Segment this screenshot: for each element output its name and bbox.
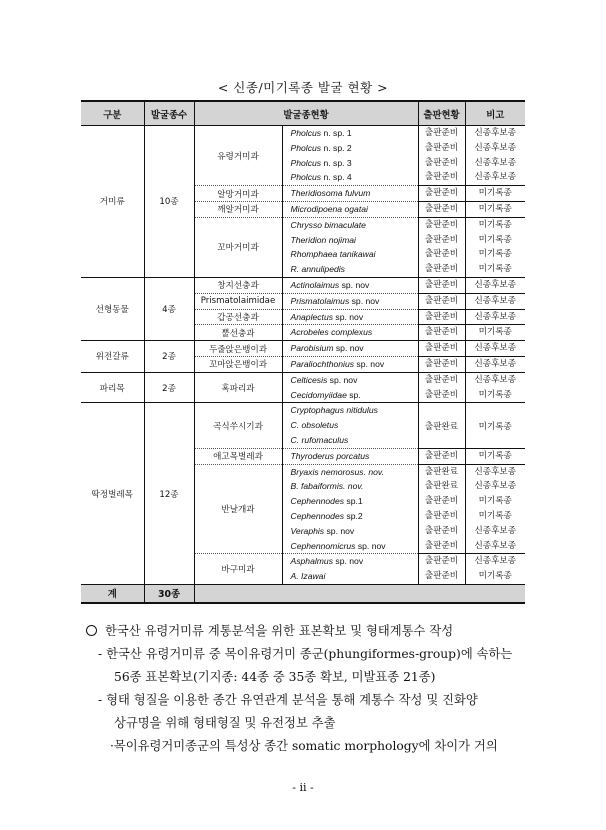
- publication-status: [418, 356, 465, 372]
- status-line: 출판준비: [424, 219, 459, 230]
- species-name: [283, 186, 418, 201]
- family-name: 꼬마앉은뱅이과: [194, 356, 282, 372]
- family-name: 곡식쑤시기과: [194, 403, 282, 448]
- note: [465, 293, 525, 309]
- species-name: [283, 341, 418, 356]
- species-genus: Cryptophagus nitidulus: [290, 405, 378, 416]
- note-line: 미기록종: [478, 450, 512, 461]
- species-genus: Parobisium: [290, 343, 334, 354]
- note-line: 신종후보종: [474, 374, 517, 385]
- note-line: 미기록종: [478, 188, 512, 199]
- table-caption: < 신종/미기록종 발굴 현황 >: [217, 80, 389, 95]
- species-suffix: n. sp. 1: [321, 128, 352, 138]
- note-line: 신종후보종: [474, 540, 517, 551]
- status-line: 출판준비: [424, 571, 459, 582]
- publication-status: 출판완료: [418, 403, 465, 448]
- species-name: [283, 465, 418, 480]
- family-name: 바구미과: [194, 554, 282, 585]
- species-name: [283, 170, 418, 185]
- total-label: 계: [81, 584, 144, 603]
- note-line: 미기록종: [478, 389, 512, 400]
- publication-status: [418, 126, 465, 186]
- species-list: [282, 403, 418, 448]
- status-line: 출판준비: [424, 249, 459, 260]
- species-suffix: sp.: [346, 389, 361, 400]
- note: [465, 554, 525, 585]
- species-list: [282, 341, 418, 357]
- species-name: [283, 373, 418, 388]
- status-line: 출판준비: [424, 295, 459, 306]
- species-suffix: sp. nov: [327, 374, 358, 385]
- species-genus: Anaplectus: [290, 311, 334, 322]
- publication-status: [418, 372, 465, 403]
- note-line: 신종후보종: [474, 172, 517, 183]
- status-line: 출판준비: [424, 188, 459, 199]
- note: [465, 464, 525, 554]
- total-empty: [194, 584, 525, 603]
- status-line: 출판준비: [424, 496, 459, 507]
- species-genus: A. Izawai: [290, 571, 326, 582]
- status-line: 출판준비: [424, 327, 459, 338]
- table-row: [81, 403, 525, 448]
- status-line: 출판준비: [424, 203, 459, 214]
- table-row: [81, 277, 525, 293]
- note-line: 신종후보종: [474, 142, 517, 153]
- status-line: 출판준비: [424, 525, 459, 536]
- species-list: [282, 448, 418, 464]
- species-genus: Acrobeles complexus: [290, 327, 373, 338]
- group-name: 거미류: [81, 126, 144, 278]
- note: [465, 277, 525, 293]
- publication-status: [418, 464, 465, 554]
- status-line: 출판준비: [424, 264, 459, 275]
- note-line: 미기록종: [478, 327, 512, 338]
- species-list: [282, 186, 418, 202]
- note-line: 미기록종: [478, 203, 512, 214]
- table-row: [81, 372, 525, 403]
- publication-status: [418, 341, 465, 357]
- species-genus: Cephennomicrus: [290, 540, 356, 551]
- status-line: 출판준비: [424, 374, 459, 385]
- total-count: 30종: [144, 584, 194, 603]
- family-name: 애고목벌레과: [194, 448, 282, 464]
- species-suffix: sp. nov: [324, 525, 355, 536]
- species-suffix: sp. nov: [349, 295, 380, 306]
- family-name: Prismatolaimidae: [194, 293, 282, 309]
- header-count: 발굴종수: [144, 101, 194, 126]
- species-suffix: sp.2: [344, 510, 363, 521]
- note: [465, 341, 525, 357]
- paragraph: 상규명을 위해 형태형질 및 유전정보 추출: [114, 716, 336, 730]
- species-list: [282, 372, 418, 403]
- species-genus: Bryaxis nemorosus. nov.: [290, 466, 384, 477]
- species-list: [282, 293, 418, 309]
- status-line: 출판준비: [424, 450, 459, 461]
- species-list: [282, 217, 418, 277]
- note: [465, 356, 525, 372]
- family-name: 뿔선충과: [194, 325, 282, 341]
- species-name: [283, 509, 418, 524]
- species-name: [283, 554, 418, 569]
- family-name: 꼬마거미과: [194, 217, 282, 277]
- species-name: [283, 539, 418, 554]
- species-name: [283, 357, 418, 372]
- status-line: 출판완료: [424, 481, 459, 492]
- note: [465, 448, 525, 464]
- note: [465, 325, 525, 341]
- species-suffix: sp.1: [344, 496, 363, 507]
- status-line: 출판준비: [424, 157, 459, 168]
- status-line: 출판준비: [424, 556, 459, 567]
- note-line: 미기록종: [478, 264, 512, 275]
- publication-status: [418, 217, 465, 277]
- circle-bullet-icon: [86, 625, 97, 636]
- species-name: [283, 418, 418, 433]
- species-suffix: n. sp. 4: [321, 172, 352, 183]
- species-genus: C. obsoletus: [290, 420, 339, 431]
- species-genus: Asphalmus: [290, 556, 334, 567]
- species-name: [283, 247, 418, 262]
- species-genus: Chrysso bimaculate: [290, 219, 366, 230]
- status-line: 출판준비: [424, 279, 459, 290]
- species-suffix: sp. nov: [333, 556, 364, 567]
- header-category: 구분: [81, 101, 144, 126]
- species-genus: C. rufomaculus: [290, 434, 349, 445]
- note-line: 신종후보종: [474, 279, 517, 290]
- status-line: 출판준비: [424, 540, 459, 551]
- species-name: [283, 126, 418, 141]
- group-count: 2종: [144, 372, 194, 403]
- species-genus: Theridiosoma fulvum: [290, 188, 371, 199]
- note: [465, 186, 525, 202]
- species-genus: B. fabaiformis. nov.: [290, 481, 364, 492]
- publication-status: [418, 554, 465, 585]
- species-genus: Cecidomyiidae: [290, 389, 347, 400]
- species-name: [283, 294, 418, 309]
- species-list: [282, 356, 418, 372]
- body-text: [86, 620, 526, 758]
- note: [465, 217, 525, 277]
- status-line: 출판준비: [424, 142, 459, 153]
- note-line: 신종후보종: [474, 343, 517, 354]
- species-genus: Paraliochthonius: [290, 358, 355, 369]
- species-genus: Celticesis: [290, 374, 328, 385]
- table-body: [81, 126, 525, 603]
- note-line: 신종후보종: [474, 128, 517, 138]
- note-line: 신종후보종: [474, 157, 517, 168]
- paragraph: 56종 표본확보(기지종: 44종 중 35종 확보, 미발표종 21종): [114, 670, 436, 684]
- family-name: 혹파리과: [194, 372, 282, 403]
- species-suffix: sp. nov: [339, 279, 370, 290]
- species-genus: Pholcus: [290, 128, 322, 138]
- species-genus: Prismatolaimus: [290, 295, 350, 306]
- note-line: 신종후보종: [474, 295, 517, 306]
- note-line: 신종후보종: [474, 481, 517, 492]
- status-line: 출판준비: [424, 128, 459, 138]
- species-name: [283, 479, 418, 494]
- species-name: [283, 262, 418, 277]
- group-count: 4종: [144, 277, 194, 340]
- species-genus: Pholcus: [290, 142, 322, 153]
- note: [465, 372, 525, 403]
- species-list: [282, 325, 418, 341]
- species-table: [81, 100, 525, 604]
- note-line: 신종후보종: [474, 556, 517, 567]
- species-genus: Pholcus: [290, 157, 322, 168]
- species-list: [282, 309, 418, 325]
- group-name: 위전갈류: [81, 341, 144, 373]
- publication-status: [418, 309, 465, 325]
- family-name: 갑공선충과: [194, 309, 282, 325]
- species-list: [282, 201, 418, 217]
- publication-status: [418, 293, 465, 309]
- species-name: [283, 403, 418, 418]
- species-name: [283, 278, 418, 293]
- status-line: 출판준비: [424, 343, 459, 354]
- species-genus: Theridion nojimai: [290, 234, 356, 245]
- note: [465, 201, 525, 217]
- note-line: 신종후보종: [474, 358, 517, 369]
- species-suffix: sp. nov: [354, 358, 385, 369]
- publication-status: [418, 448, 465, 464]
- publication-status: [418, 201, 465, 217]
- status-line: 출판준비: [424, 510, 459, 521]
- header-note: 비고: [465, 101, 525, 126]
- species-suffix: n. sp. 3: [321, 157, 352, 168]
- species-genus: Microdipoena ogatai: [290, 203, 368, 214]
- paragraph: ·목이유령거미종군의 특성상 종간 somatic morphology에 차이가 거의: [110, 739, 498, 753]
- species-suffix: sp. nov: [333, 343, 364, 354]
- table-row: [81, 341, 525, 357]
- family-name: 창지선충과: [194, 277, 282, 293]
- table-header-row: [81, 101, 525, 126]
- page-number: - ii -: [292, 781, 314, 794]
- species-suffix: sp. nov: [333, 311, 364, 322]
- note-line: 미기록종: [478, 219, 512, 230]
- family-name: 반날개과: [194, 464, 282, 554]
- species-name: [283, 141, 418, 156]
- group-name: 딱정벌레목: [81, 403, 144, 585]
- species-name: [283, 325, 418, 340]
- note-line: 신종후보종: [474, 525, 517, 536]
- family-name: 유령거미과: [194, 126, 282, 186]
- group-count: 12종: [144, 403, 194, 585]
- group-name: 선형동물: [81, 277, 144, 340]
- note-line: 미기록종: [478, 571, 512, 582]
- species-genus: R. annulipedis: [290, 264, 345, 275]
- group-name: 파리목: [81, 372, 144, 403]
- note-line: 미기록종: [478, 510, 512, 521]
- family-name: 알망거미과: [194, 186, 282, 202]
- note-line: 신종후보종: [474, 466, 517, 477]
- status-line: 출판준비: [424, 311, 459, 322]
- paragraph: 한국산 유령거미류 계통분석을 위한 표본확보 및 형태계통수 작성: [86, 620, 526, 643]
- species-name: [283, 524, 418, 539]
- note: [465, 309, 525, 325]
- species-name: [283, 218, 418, 233]
- species-genus: Cephennodes: [290, 496, 345, 507]
- status-line: 출판준비: [424, 234, 459, 245]
- note-line: 미기록종: [478, 249, 512, 260]
- species-name: [283, 233, 418, 248]
- publication-status: [418, 277, 465, 293]
- total-row: [81, 584, 525, 603]
- species-list: [282, 277, 418, 293]
- header-species: 발굴종현황: [194, 101, 418, 126]
- species-name: [283, 310, 418, 325]
- status-line: 출판준비: [424, 358, 459, 369]
- publication-status: [418, 325, 465, 341]
- group-count: 2종: [144, 341, 194, 373]
- note-line: 미기록종: [478, 234, 512, 245]
- table-row: [81, 126, 525, 186]
- paragraph: - 한국산 유령거미류 중 목이유령거미 종군(phungiformes-group)에 속하는: [98, 647, 513, 661]
- species-genus: Actinolaimus: [290, 279, 340, 290]
- group-count: 10종: [144, 126, 194, 278]
- species-list: [282, 464, 418, 554]
- header-publication: 출판현황: [418, 101, 465, 126]
- note: 미기록종: [465, 403, 525, 448]
- species-genus: Cephennodes: [290, 510, 345, 521]
- family-name: 두줄앉은뱅이과: [194, 341, 282, 357]
- status-line: 출판준비: [424, 389, 459, 400]
- species-name: [283, 449, 418, 464]
- species-name: [283, 156, 418, 171]
- note: [465, 126, 525, 186]
- species-genus: Thyroderus porcatus: [290, 450, 370, 461]
- family-name: 깨알거미과: [194, 201, 282, 217]
- species-genus: Rhomphaea tanikawai: [290, 249, 376, 260]
- species-name: [283, 388, 418, 403]
- status-line: 출판준비: [424, 172, 459, 183]
- paragraph: - 형태 형질을 이용한 종간 유연관계 분석을 통해 계통수 작성 및 진화양: [98, 693, 478, 707]
- species-name: [283, 433, 418, 448]
- species-genus: Veraphis: [290, 525, 325, 536]
- publication-status: [418, 186, 465, 202]
- status-line: 출판완료: [424, 466, 459, 477]
- species-name: [283, 202, 418, 217]
- note-line: 신종후보종: [474, 311, 517, 322]
- species-name: [283, 569, 418, 584]
- species-list: [282, 126, 418, 186]
- species-suffix: n. sp. 2: [321, 142, 352, 153]
- species-genus: Pholcus: [290, 172, 322, 183]
- species-suffix: sp. nov: [355, 540, 386, 551]
- note-line: 미기록종: [478, 496, 512, 507]
- species-name: [283, 494, 418, 509]
- species-list: [282, 554, 418, 585]
